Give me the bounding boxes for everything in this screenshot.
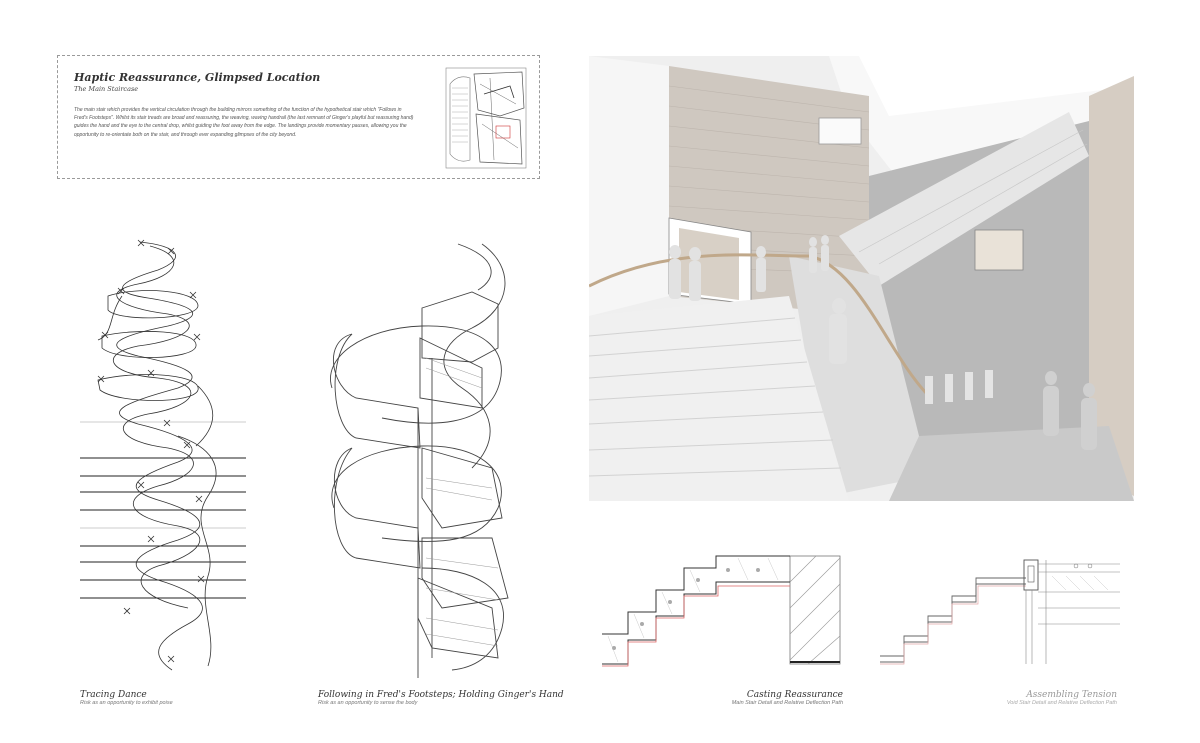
caption-subtitle: Main Stair Detail and Relative Deflection Path (731, 700, 843, 706)
caption-following (318, 690, 564, 706)
caption-title: Casting Reassurance (746, 690, 843, 700)
intro-title: Haptic Reassurance, Glimpsed Location (74, 71, 321, 84)
caption-tracing-dance (80, 690, 173, 706)
caption-assembling (1007, 690, 1117, 706)
caption-casting (732, 690, 843, 706)
intro-body: The main stair which provides the vertical circulation through the building mirrors something of the function of the hypothetical stair which "Follows in Fred's Footsteps". Whilst its stair treads are broad and reassuring, the weaving, waving handrail (the last remnant of Ginger's playful but reassuring hand) guides the hand and the eye to the central drop, whilst guiding the foot away from the edge. The landings provide momentary pauses, allowing you the opportunity to re-orientate both on the stair, and through ever expanding glimpses of the city beyond. (74, 107, 414, 138)
caption-title: Following in Fred's Footsteps; Holding Ginger's Hand (318, 690, 564, 700)
intro-subtitle: The Main Staircase (74, 85, 139, 93)
spiral-stair-drawing (322, 238, 522, 678)
floor-plan-thumbnail (440, 64, 532, 172)
caption-subtitle: Risk as an opportunity to sense the body (318, 700, 418, 706)
main-stair-section-detail (598, 552, 848, 682)
caption-title: Assembling Tension (1026, 690, 1117, 700)
tracing-dance-drawing (78, 236, 248, 676)
caption-subtitle: Void Stair Detail and Relative Deflection Path (1006, 700, 1117, 706)
intro-panel (57, 55, 540, 179)
caption-subtitle: Risk as an opportunity to exhibit poise (80, 700, 173, 706)
void-stair-section-detail (876, 552, 1126, 682)
caption-title: Tracing Dance (80, 690, 147, 700)
staircase-interior-render (589, 56, 1134, 501)
